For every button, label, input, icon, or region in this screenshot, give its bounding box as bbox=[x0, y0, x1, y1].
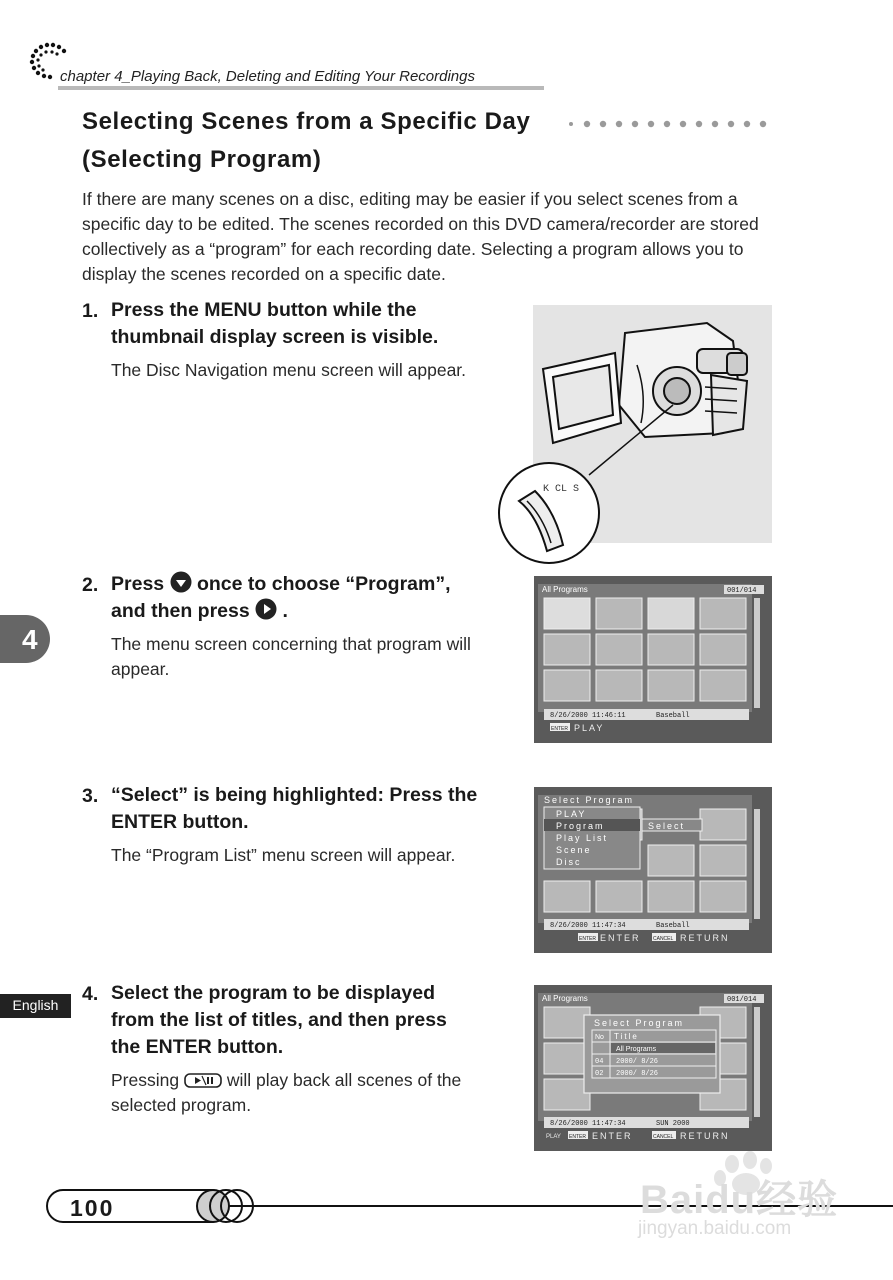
screen2-title: Select Program bbox=[544, 795, 635, 805]
screen3-row1-title: All Programs bbox=[616, 1046, 657, 1053]
title-dots-decoration bbox=[568, 119, 774, 129]
screen3-counter: 001/014 bbox=[727, 996, 757, 1004]
screen3-footer-return-label: RETURN bbox=[680, 1131, 730, 1141]
screen2-footer-enter-label: ENTER bbox=[600, 933, 641, 943]
watermark-brand: Baidu经验 bbox=[640, 1178, 839, 1222]
screen2-footer-return-label: RETURN bbox=[680, 933, 730, 943]
screen2-menu-item-3: Play List bbox=[556, 833, 609, 843]
section-title-line1: Selecting Scenes from a Specific Day bbox=[82, 108, 531, 135]
step-2-body-line1: The menu screen concerning that program will bbox=[111, 634, 471, 654]
step-4-heading-line3: the ENTER button. bbox=[111, 1036, 284, 1058]
screen3-row3-title: 2000/ 8/26 bbox=[616, 1070, 659, 1078]
header-rule bbox=[58, 86, 544, 90]
screen3-row2-title: 2000/ 8/26 bbox=[616, 1058, 659, 1066]
right-arrow-button-icon bbox=[255, 598, 277, 620]
step-4-heading-line2: from the list of titles, and then press bbox=[111, 1009, 447, 1031]
screen2-footer-enter-key: ENTER bbox=[579, 936, 596, 942]
screen1-title: All Programs bbox=[542, 585, 588, 594]
screen3-footer-cancel-key: CANCEL bbox=[653, 1134, 674, 1140]
step-4-body-part-c: selected program. bbox=[111, 1095, 252, 1115]
step-2-heading-part-d: . bbox=[282, 600, 288, 622]
screen3-row3-no: 02 bbox=[595, 1070, 604, 1078]
screen2-footer-cancel-key: CANCEL bbox=[653, 936, 674, 942]
step-1-body: The Disc Navigation menu screen will appear. bbox=[111, 360, 467, 380]
section-title-line2: (Selecting Program) bbox=[82, 146, 322, 173]
screen2-submenu-select: Select bbox=[648, 821, 686, 831]
screen3-footer-play: PLAY bbox=[546, 1134, 561, 1140]
step-2-body bbox=[111, 632, 521, 682]
chapter-side-tab-number: 4 bbox=[22, 624, 38, 655]
camera-zoom-label: K CL S bbox=[543, 484, 580, 495]
step-4-body-part-a: Pressing bbox=[111, 1070, 180, 1090]
screen3-col-title: Title bbox=[614, 1032, 639, 1041]
screen1-counter: 001/014 bbox=[727, 587, 757, 595]
page-number: 100 bbox=[70, 1195, 115, 1221]
watermark-url: jingyan.baidu.com bbox=[638, 1218, 792, 1239]
screen2-menu-item-5: Disc bbox=[556, 857, 582, 867]
chapter-header: chapter 4_Playing Back, Deleting and Editing Your Recordings bbox=[60, 68, 475, 85]
play-pause-button-icon bbox=[184, 1073, 222, 1089]
camera-drawing bbox=[497, 305, 777, 567]
step-1-heading bbox=[111, 297, 521, 351]
step-4-body bbox=[111, 1068, 521, 1118]
screen2-info-date: 8/26/2000 11:47:34 bbox=[550, 922, 626, 930]
step-3-heading bbox=[111, 782, 521, 836]
step-4-heading-line1: Select the program to be displayed bbox=[111, 982, 435, 1004]
screen1-footer-key: ENTER bbox=[551, 726, 568, 732]
screen-all-programs bbox=[534, 576, 772, 743]
screen3-col-no: No bbox=[595, 1034, 604, 1041]
step-1-heading-line2: thumbnail display screen is visible. bbox=[111, 326, 439, 348]
step-3-heading-line1: “Select” is being highlighted: Press the bbox=[111, 784, 478, 806]
step-4-number: 4. bbox=[82, 983, 99, 1005]
language-tab-label: English bbox=[12, 997, 59, 1013]
screen3-footer-enter-key: ENTER bbox=[569, 1134, 586, 1140]
screen2-info-title: Baseball bbox=[656, 922, 690, 930]
screen3-info-date: 8/26/2000 11:47:34 bbox=[550, 1120, 626, 1128]
screen3-info-title: SUN 2000 bbox=[656, 1120, 690, 1128]
step-3-heading-line2: ENTER button. bbox=[111, 811, 249, 833]
screen3-row2-no: 04 bbox=[595, 1058, 604, 1066]
step-1-number: 1. bbox=[82, 300, 99, 322]
screen3-dialog-title: Select Program bbox=[594, 1018, 685, 1028]
step-2-heading-part-a: Press bbox=[111, 573, 165, 595]
down-arrow-button-icon bbox=[170, 571, 192, 593]
screen2-menu-item-1: PLAY bbox=[556, 809, 587, 819]
step-3-number: 3. bbox=[82, 785, 99, 807]
intro-paragraph: If there are many scenes on a disc, editing may be easier if you select scenes from a specific day to be edited. The scenes recorded on this DVD camera/recorder are stored collectively as a “program” for each recording date. Selecting a program allows you to display the scenes recorded on a specific date. bbox=[82, 189, 759, 284]
step-3-body: The “Program List” menu screen will appear. bbox=[111, 845, 456, 865]
screen2-menu-item-4: Scene bbox=[556, 845, 592, 855]
screen1-footer-label: PLAY bbox=[574, 723, 605, 733]
screen-program-list bbox=[534, 985, 772, 1151]
screen1-info-title: Baseball bbox=[656, 712, 690, 720]
step-2-heading bbox=[111, 571, 521, 625]
step-4-body-part-b: will play back all scenes of the bbox=[226, 1070, 462, 1090]
screen1-info-date: 8/26/2000 11:46:11 bbox=[550, 712, 626, 720]
step-2-heading-part-b: once to choose “Program”, bbox=[196, 573, 451, 595]
step-2-body-line2: appear. bbox=[111, 659, 170, 679]
screen3-footer-enter-label: ENTER bbox=[592, 1131, 633, 1141]
screen3-title: All Programs bbox=[542, 994, 588, 1003]
screen2-menu-item-2: Program bbox=[556, 821, 605, 831]
step-4-heading bbox=[111, 980, 521, 1061]
step-2-heading-part-c: and then press bbox=[111, 600, 250, 622]
step-2-number: 2. bbox=[82, 574, 99, 596]
step-1-heading-line1: Press the MENU button while the bbox=[111, 299, 417, 321]
screen-select-program-menu bbox=[534, 787, 772, 953]
